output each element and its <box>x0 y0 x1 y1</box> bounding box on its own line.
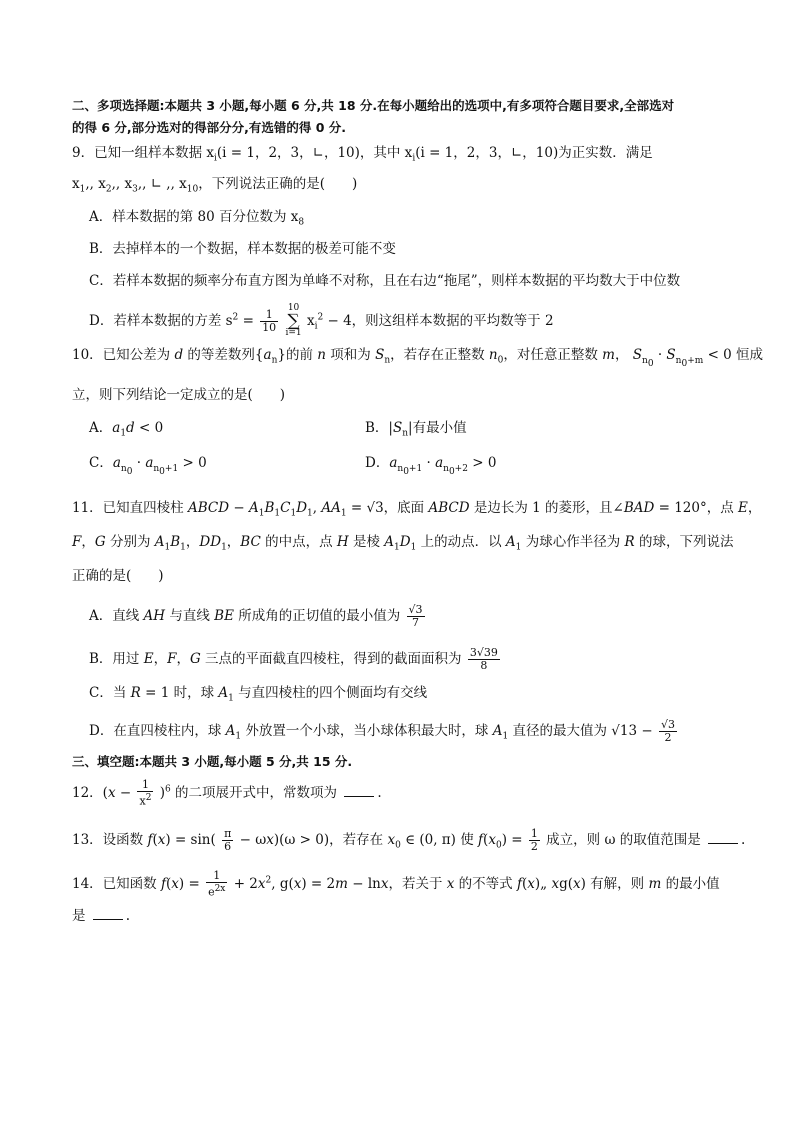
question-11-option-c: C．当 R = 1 时，球 $A_1$ 与直四棱柱的四个侧面均有交线 <box>89 685 428 704</box>
q13-answer-blank[interactable] <box>708 831 738 844</box>
q13-num1: π <box>224 827 232 840</box>
q9-d-frac-den: 10 <box>262 320 277 334</box>
question-11-option-d <box>89 719 679 747</box>
question-9-stem: 9．已知一组样本数据 $x_i(i = 1$，2，3，∟，10)，其中 $x_i(i = 1$，2，3，∟，10)为正实数．满足 <box>72 145 653 164</box>
q12-end: . <box>377 784 382 801</box>
question-10-option-d: D．$a_{n_0+1} \cdot a_{n_0+2} > 0$ <box>365 455 497 477</box>
q11-b-fraction <box>468 647 500 672</box>
q13-fraction-pi6 <box>222 828 233 853</box>
q9-d-suffix: $x_i^2 - 4$，则这组样本数据的平均数等于 2 <box>306 312 554 332</box>
question-10-option-c: C．$a_{n_0} \cdot a_{n_0+1} > 0$ <box>89 455 207 477</box>
question-14 <box>72 870 720 899</box>
q13-num2: 1 <box>530 827 538 840</box>
q13-end: . <box>741 832 746 848</box>
q9-d-sum-bottom: i=1 <box>285 328 302 338</box>
q14-answer-blank[interactable] <box>93 907 123 920</box>
q12-answer-blank[interactable] <box>344 784 374 797</box>
question-9-option-b: B．去掉样本的一个数据，样本数据的极差可能不变 <box>89 241 396 257</box>
question-14-line2 <box>72 906 130 926</box>
q13-suffix: 成立，则 ω 的取值范围是 <box>546 832 701 848</box>
q14-line2-text: 是 <box>72 908 86 924</box>
question-11-option-a <box>89 604 427 629</box>
question-10-stem-line2: 立，则下列结论一定成立的是( ) <box>72 387 286 403</box>
question-11-option-b <box>89 647 502 672</box>
q13-middle: − ωx)(ω > 0)，若存在 $x_0$ ∈ (0, π) 使 $f(x_0)$ = <box>239 832 523 851</box>
q14-end: . <box>125 908 131 924</box>
question-11-stem: 11．已知直四棱柱 ABCD − $A_1B_1C_1D_1$, $AA_1 = √3$，底面 ABCD 是边长为 1 的菱形，且∠BAD = 120°，点 E， <box>72 500 762 519</box>
q13-fraction-half <box>529 828 540 853</box>
section-heading-multiple-choice-line2: 的得 6 分,部分选对的得部分分,有选错的得 0 分. <box>72 120 347 135</box>
question-13 <box>72 828 745 856</box>
question-9-stem-line2: $x_1$,, $x_2$,, $x_3$,, ∟ ,, $x_{10}$，下列说法正确的是( ) <box>72 176 358 195</box>
q12-prefix: 12．(x − <box>72 784 132 801</box>
q12-suffix: )$^6$ 的二项展开式中，常数项为 <box>159 784 338 801</box>
question-10-option-a: A．$a_1d < 0$ <box>89 420 164 439</box>
question-9-option-c: C．若样本数据的频率分布直方图为单峰不对称，且在右边“拖尾”，则样本数据的平均数大于中位数 <box>89 273 681 289</box>
q12-num: 1 <box>137 779 153 792</box>
question-10-option-b: B．$|S_n|$有最小值 <box>365 420 467 439</box>
section-heading-multiple-choice: 二、多项选择题:本题共 3 小题,每小题 6 分,共 18 分.在每小题给出的选项中,有多项符合题目要求,全部选对 <box>72 98 675 113</box>
q9-d-summation: 10 ∑ i=1 <box>285 303 302 338</box>
q9-d-fraction <box>260 309 278 334</box>
q11-b-text: B．用过 E，F，G 三点的平面截直四棱柱，得到的截面面积为 <box>89 651 462 667</box>
question-9-option-a: A．样本数据的第 80 百分位数为 $x_8$ <box>89 209 305 228</box>
q14-num: 1 <box>206 870 227 883</box>
q13-den1: 6 <box>224 840 232 853</box>
q9-d-prefix: D．若样本数据的方差 $s^2$ = <box>89 312 254 329</box>
q11-d-num: √3 <box>660 718 675 731</box>
q11-d-text: D．在直四棱柱内，球 $A_1$ 外放置一个小球，当小球体积最大时，球 $A_1$ 直径的最大值为 √13 − <box>89 723 653 742</box>
q11-b-den: 8 <box>480 659 488 672</box>
question-12 <box>72 779 382 808</box>
q14-fraction <box>206 870 227 899</box>
q12-den: $x^2$ <box>139 793 152 808</box>
q9-d-sum-top: 10 <box>287 303 300 313</box>
question-9-option-d <box>89 304 554 338</box>
q9-d-frac-num: 1 <box>260 309 278 322</box>
q11-a-fraction <box>407 604 425 629</box>
q14-suffix: + $2x^2$, g(x) = 2m − lnx，若关于 x 的不等式 f(x)„ xg(x) 有解，则 m 的最小值 <box>233 875 720 892</box>
q11-a-den: 7 <box>412 616 420 629</box>
q11-a-num: √3 <box>408 603 423 616</box>
q11-d-fraction <box>659 719 677 744</box>
question-10-stem: 10．已知公差为 d 的等差数列$\{a_n\}$的前 n 项和为 $S_n$，若存在正整数 $n_0$，对任意正整数 m， $S_{n_0} \cdot S_{n_0+m} < 0$ 恒成 <box>72 347 764 369</box>
q11-d-den: 2 <box>664 731 672 744</box>
question-11-stem-line2: F，G 分别为 $A_1B_1$，$DD_1$，BC 的中点，点 H 是棱 $A_1D_1$ 上的动点．以 $A_1$ 为球心作半径为 R 的球，下列说法 <box>72 534 734 553</box>
q11-b-num: 3√39 <box>469 646 498 659</box>
q14-prefix: 14．已知函数 f(x) = <box>72 875 200 892</box>
q13-den2: 2 <box>530 840 538 853</box>
q14-den: $e^{2x}$ <box>208 884 226 899</box>
q13-prefix: 13．设函数 f(x) = sin( <box>72 832 216 848</box>
question-11-stem-line3: 正确的是( ) <box>72 568 164 584</box>
q11-a-text: A．直线 AH 与直线 BE 所成角的正切值的最小值为 <box>89 608 401 624</box>
q12-fraction <box>137 779 153 808</box>
section-heading-fill-in: 三、填空题:本题共 3 小题,每小题 5 分,共 15 分. <box>72 754 353 769</box>
